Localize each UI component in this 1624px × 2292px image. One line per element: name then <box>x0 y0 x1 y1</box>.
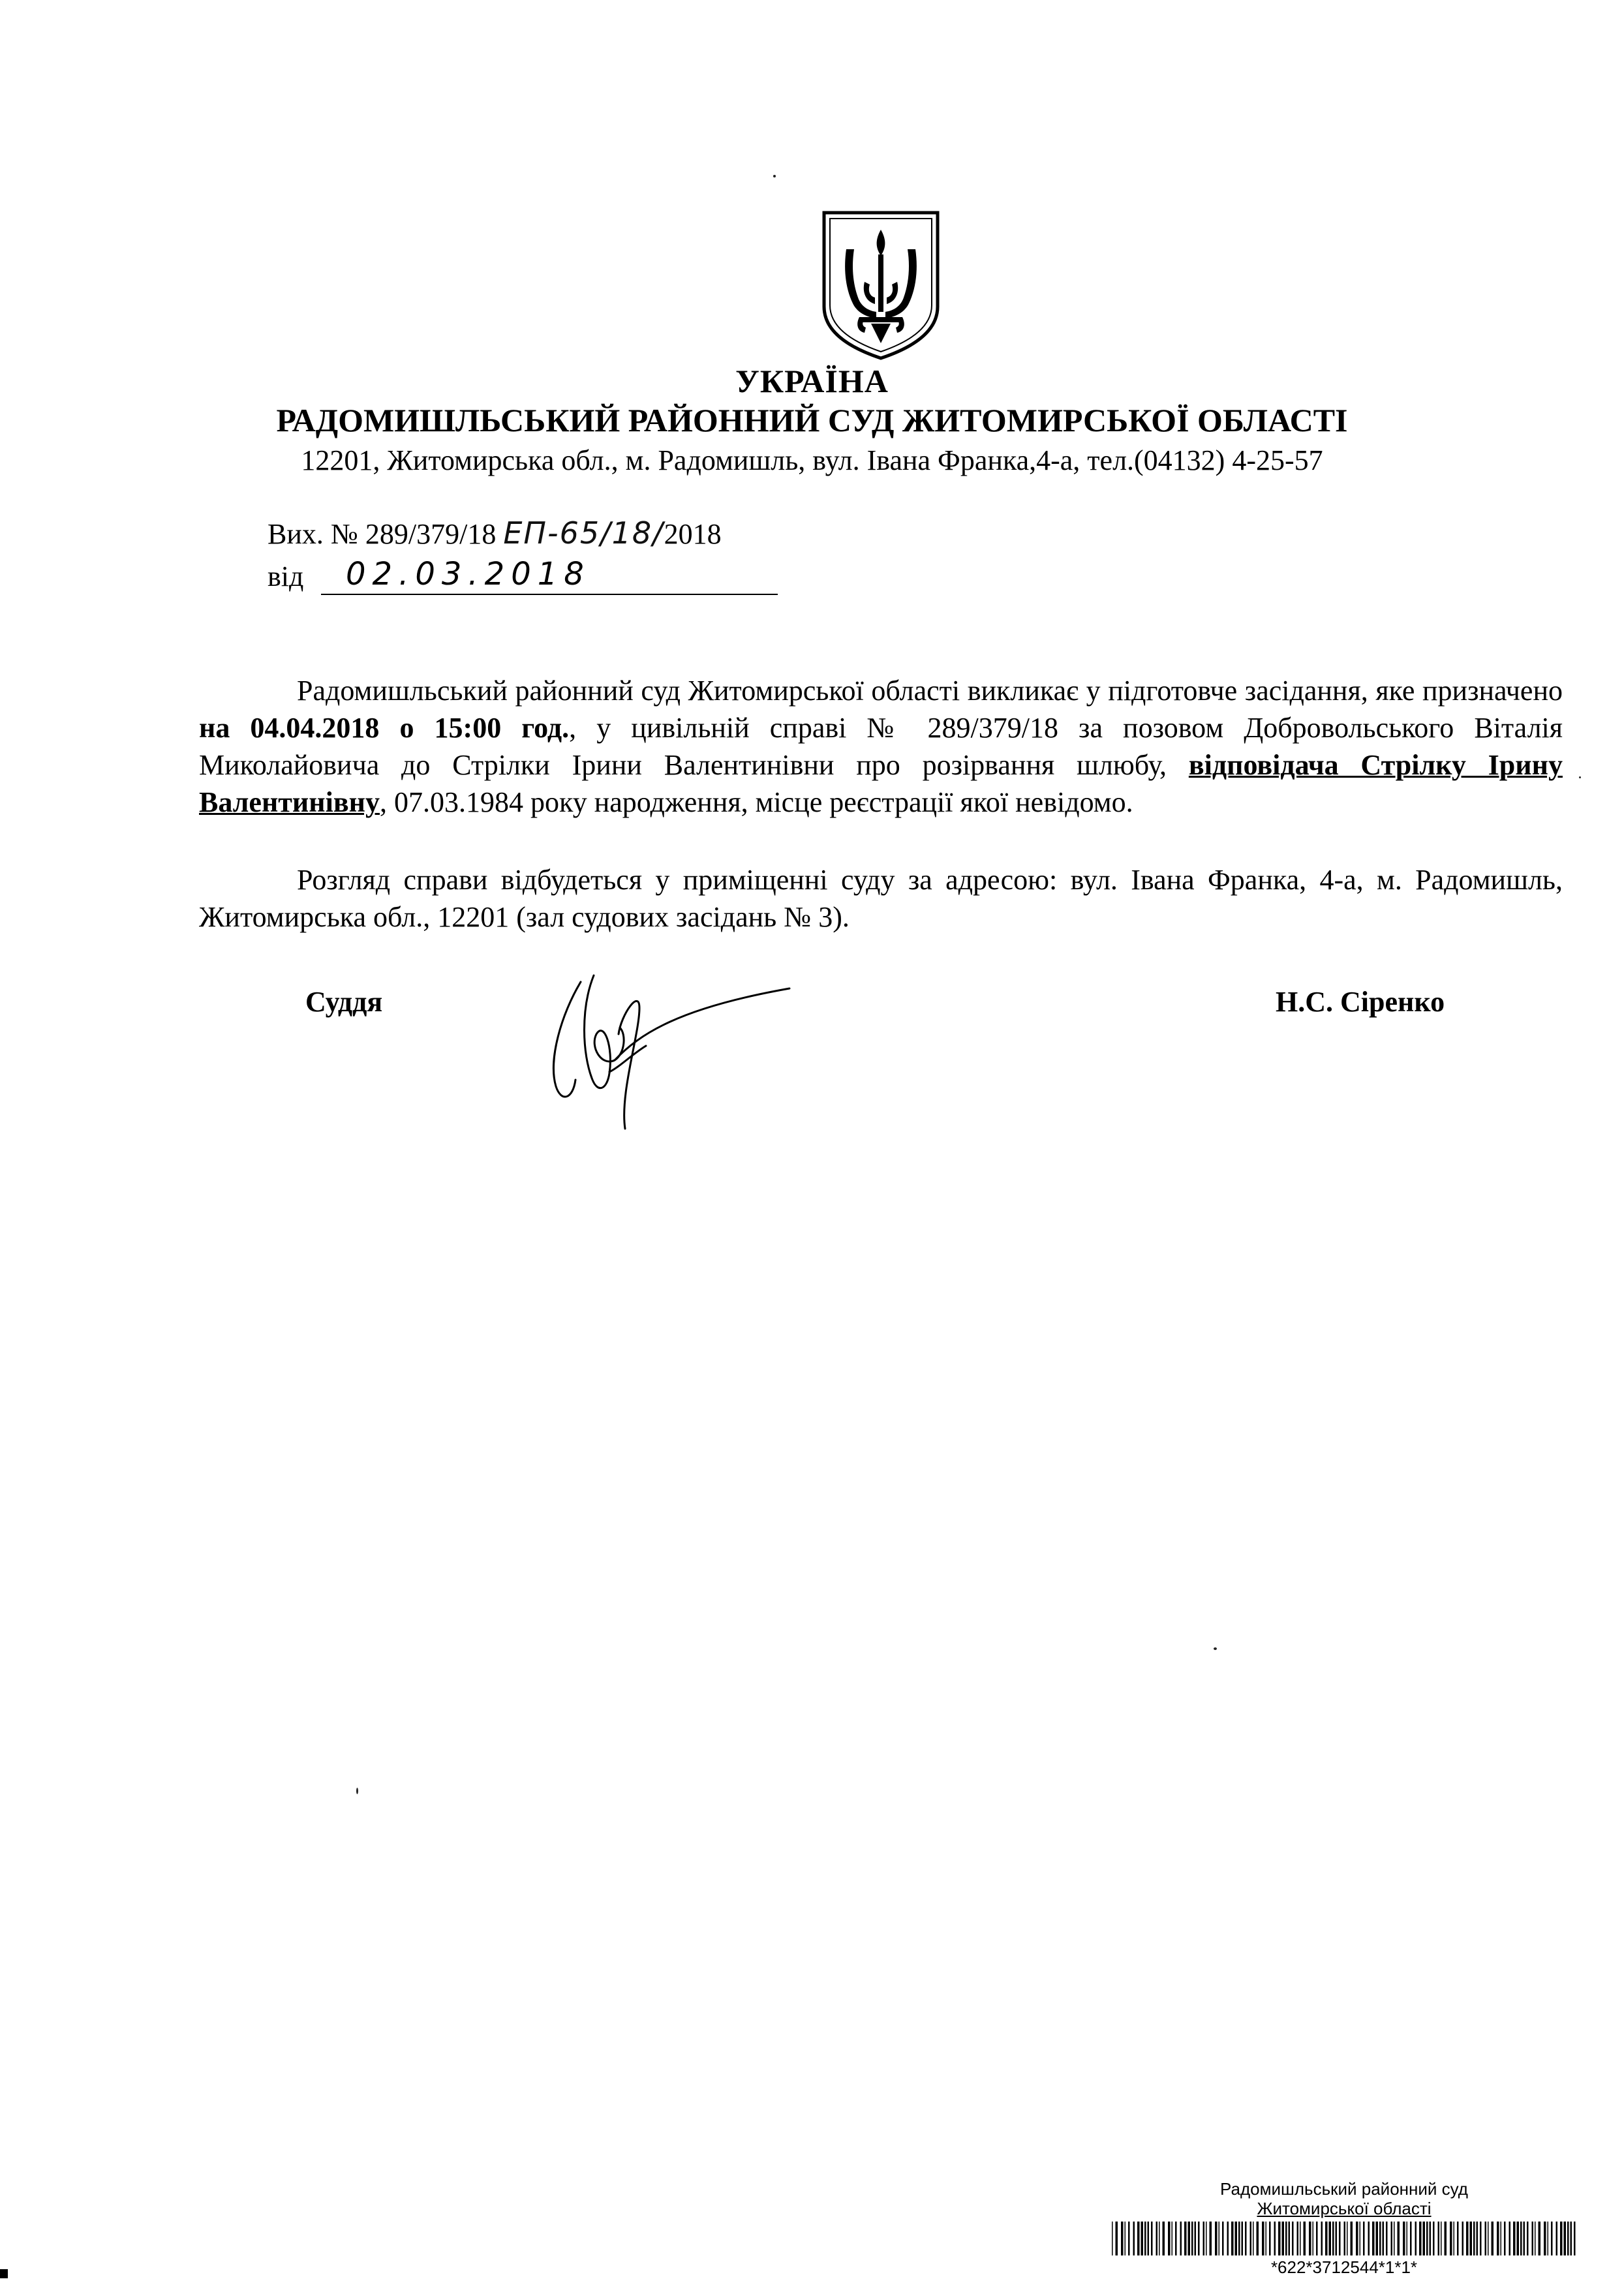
barcode-bar <box>1356 2222 1358 2255</box>
scan-speck <box>1579 776 1581 778</box>
barcode-bar <box>1159 2222 1160 2255</box>
barcode-bar <box>1339 2222 1341 2255</box>
barcode-bar <box>1372 2222 1375 2255</box>
barcode-bar <box>1250 2222 1252 2255</box>
barcode-bar <box>1215 2222 1218 2255</box>
barcode-bar <box>1125 2222 1126 2255</box>
barcode-bar <box>1548 2222 1549 2255</box>
court-name-heading: РАДОМИШЛЬСЬКИЙ РАЙОННИЙ СУД ЖИТОМИРСЬКОЇ ОБЛАСТІ <box>276 402 1348 438</box>
barcode-bar <box>1151 2222 1153 2255</box>
barcode-bar <box>1567 2222 1569 2255</box>
barcode-bar <box>1524 2222 1525 2255</box>
barcode-bar <box>1206 2222 1207 2255</box>
barcode-bar <box>1423 2222 1426 2255</box>
barcode-bar <box>1231 2222 1234 2255</box>
barcode-bar <box>1133 2222 1135 2255</box>
barcode-bar <box>1332 2222 1334 2255</box>
barcode-bar <box>1556 2222 1558 2255</box>
barcode-bar <box>1321 2222 1323 2255</box>
outgoing-date-label: від <box>268 560 304 592</box>
barcode-number: *622*3712544*1*1* <box>1270 2257 1418 2277</box>
barcode-bar <box>1148 2222 1150 2255</box>
outgoing-number-line <box>268 515 722 551</box>
barcode-bar <box>1497 2222 1499 2255</box>
barcode-bar <box>1415 2222 1417 2255</box>
barcode-bar <box>1297 2222 1299 2255</box>
barcode-bar <box>1172 2222 1173 2255</box>
barcode-bar <box>1253 2222 1254 2255</box>
barcode-court: Радомишльський районний суд <box>1220 2179 1468 2199</box>
barcode-bar <box>1257 2222 1259 2255</box>
barcode-bar <box>1517 2222 1520 2255</box>
barcode-bar <box>1532 2222 1534 2255</box>
handwritten-date: 02.03.2018 <box>346 556 590 592</box>
barcode-bar <box>1141 2222 1144 2255</box>
barcode-bar <box>1112 2222 1113 2255</box>
barcode-bar <box>1336 2222 1338 2255</box>
barcode-label <box>1109 2179 1579 2218</box>
barcode-bar <box>1485 2222 1487 2255</box>
barcode-bar <box>1391 2222 1393 2255</box>
scan-speck <box>1214 1647 1217 1650</box>
barcode-bar <box>1504 2222 1506 2255</box>
barcode-bar <box>1379 2222 1381 2255</box>
barcode-bar <box>1289 2222 1291 2255</box>
barcode-bar <box>1292 2222 1294 2255</box>
barcode-bar <box>1488 2222 1489 2255</box>
barcode-bar <box>1539 2222 1541 2255</box>
barcode-bar <box>1441 2222 1442 2255</box>
barcode-bar <box>1309 2222 1311 2255</box>
barcode-bar <box>1376 2222 1379 2255</box>
scan-edge-mark <box>0 2269 8 2278</box>
barcode-bar <box>1128 2222 1130 2255</box>
barcode-bar <box>1262 2222 1264 2255</box>
barcode-bar <box>1520 2222 1522 2255</box>
barcode-bar <box>1535 2222 1536 2255</box>
p1-intro: Радомишльський районний суд Житомирської області викликає у підготовче засідання, яке призначено <box>297 675 1563 707</box>
barcode-bar <box>1245 2222 1247 2255</box>
date-underline <box>321 594 778 595</box>
barcode-bar <box>1285 2222 1287 2255</box>
barcode-bar <box>1137 2222 1140 2255</box>
barcode-bar <box>1457 2222 1459 2255</box>
handwritten-signature <box>542 962 796 1132</box>
barcode-bar <box>1419 2222 1422 2255</box>
barcode-bar <box>1450 2222 1452 2255</box>
barcode-bar <box>1551 2222 1553 2255</box>
barcode-bar <box>1329 2222 1332 2255</box>
barcode-bar <box>1300 2222 1301 2255</box>
barcode-bar <box>1398 2222 1400 2255</box>
barcode-bar <box>1560 2222 1563 2255</box>
p2-text: Розгляд справи відбудеться у приміщенні суду за адресою: вул. Івана Франка, 4-а, м. Радомишль, Житомирська обл., 12201 (зал судових засідань № 3). <box>199 864 1563 933</box>
barcode-bar <box>1156 2222 1158 2255</box>
barcode-bar <box>1188 2222 1191 2255</box>
barcode-bar <box>1344 2222 1346 2255</box>
coat-of-arms-icon <box>819 209 943 362</box>
barcode-bar <box>1438 2222 1440 2255</box>
barcode-bar <box>1462 2222 1464 2255</box>
barcode-bar <box>1316 2222 1318 2255</box>
judge-label: Суддя <box>305 986 383 1018</box>
barcode-bar <box>1480 2222 1482 2255</box>
barcode-bar <box>1210 2222 1212 2255</box>
barcode-bar <box>1235 2222 1238 2255</box>
barcode-bar <box>1383 2222 1385 2255</box>
barcode-bar <box>1509 2222 1511 2255</box>
outgoing-label: Вих. № <box>268 518 358 550</box>
barcode-bar <box>1527 2222 1529 2255</box>
barcode-bar <box>1513 2222 1516 2255</box>
p1-case: , у цивільній справі № 289/379/18 за позовом Добровольського Віталія Миколайовича до Стрілки Ірини Валентинівни про розірвання шлюбу, <box>199 712 1563 781</box>
barcode-bar <box>1144 2222 1146 2255</box>
barcode-bar <box>1368 2222 1370 2255</box>
barcode-bar <box>1175 2222 1177 2255</box>
scan-speck <box>773 175 776 177</box>
barcode-bar <box>1304 2222 1306 2255</box>
barcode-bar <box>1544 2222 1546 2255</box>
barcode-bar <box>1195 2222 1197 2255</box>
barcode-bar <box>1163 2222 1165 2255</box>
barcode-bar <box>1222 2222 1224 2255</box>
barcode-bar <box>1470 2222 1473 2255</box>
barcode-bar <box>1492 2222 1494 2255</box>
judge-name: Н.С. Сіренко <box>1276 986 1445 1018</box>
barcode-bar <box>1238 2222 1240 2255</box>
barcode-bar <box>1430 2222 1432 2255</box>
barcode-bar <box>1184 2222 1187 2255</box>
barcode-bar <box>1198 2222 1200 2255</box>
barcode-bar <box>1191 2222 1193 2255</box>
barcode-bar <box>1274 2222 1276 2255</box>
barcode-bar <box>1407 2222 1408 2255</box>
barcode-bar <box>1570 2222 1572 2255</box>
barcode-bar <box>1269 2222 1271 2255</box>
barcode-bar <box>1394 2222 1395 2255</box>
barcode-bar <box>1242 2222 1244 2255</box>
barcode-bar <box>1219 2222 1220 2255</box>
barcode-bar <box>1313 2222 1314 2255</box>
barcode-bar <box>1282 2222 1285 2255</box>
barcode-bar <box>1574 2222 1576 2255</box>
barcode-bar <box>1347 2222 1348 2255</box>
barcode-bar <box>1363 2222 1365 2255</box>
summons-paragraph <box>199 672 1563 821</box>
hearing-datetime: на 04.04.2018 о 15:00 год. <box>199 712 570 744</box>
barcode-bar <box>1278 2222 1281 2255</box>
barcode-bar <box>1426 2222 1428 2255</box>
barcode-bar <box>1227 2222 1229 2255</box>
location-paragraph <box>199 861 1563 936</box>
case-number: 289/379/18 <box>365 518 497 550</box>
barcode-bar <box>1477 2222 1478 2255</box>
barcode-image <box>1109 2222 1579 2255</box>
barcode-bar <box>1360 2222 1361 2255</box>
barcode-bar <box>1473 2222 1475 2255</box>
barcode-bar <box>1351 2222 1353 2255</box>
scan-speck <box>356 1788 358 1794</box>
barcode-bar <box>1445 2222 1447 2255</box>
barcode-bar <box>1116 2222 1118 2255</box>
country-heading: УКРАЇНА <box>735 363 889 399</box>
barcode-bar <box>1325 2222 1328 2255</box>
respondent-name: відповідача Стрілку Ірину Валентинівну <box>199 749 1563 818</box>
barcode-region: Житомирської області <box>1257 2199 1432 2218</box>
barcode-bar <box>1410 2222 1412 2255</box>
barcode-bar <box>1564 2222 1567 2255</box>
barcode-bar <box>1266 2222 1267 2255</box>
court-address: 12201, Житомирська обл., м. Радомишль, вул. Івана Франка,4-а, тел.(04132) 4-25-57 <box>301 444 1323 476</box>
barcode-bar <box>1121 2222 1124 2255</box>
outgoing-year: 2018 <box>664 518 722 550</box>
barcode-bar <box>1501 2222 1502 2255</box>
barcode-bar <box>1433 2222 1435 2255</box>
barcode-bar <box>1386 2222 1388 2255</box>
barcode-bar <box>1168 2222 1171 2255</box>
p1-tail: , 07.03.1984 року народження, місце реєстрації якої невідомо. <box>379 786 1133 818</box>
barcode-bar <box>1466 2222 1469 2255</box>
barcode-bar <box>1180 2222 1182 2255</box>
barcode-bar <box>1403 2222 1405 2255</box>
barcode-bar <box>1203 2222 1205 2255</box>
barcode-bar <box>1454 2222 1455 2255</box>
handwritten-outgoing-number: ЕП-65/18/ <box>503 515 664 551</box>
